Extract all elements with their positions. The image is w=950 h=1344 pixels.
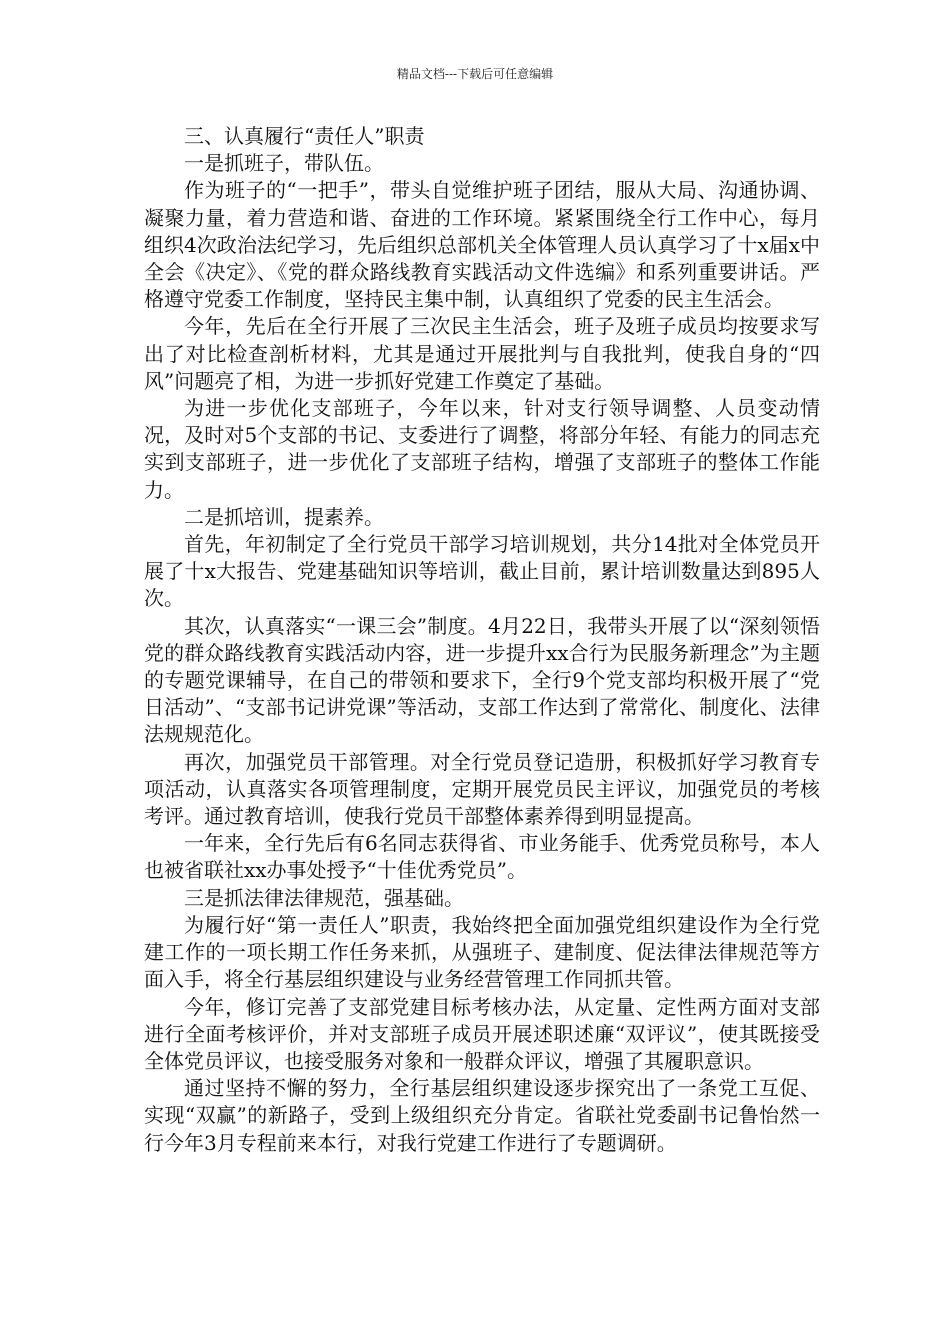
paragraph-5: 其次，认真落实“一课三会”制度。4月22日，我带头开展了以“深刻领悟党的群众路线教育实践活动内容，进一步提升xx合行为民服务新理念”为主题的专题党课辅导，在自己的带领和要求下，全行9个党支部均积极开展了“党日活动”、“支部书记讲党课”等活动，支部工作达到了常常化、制度化、法律法规规范化。 (144, 613, 820, 747)
page-header: 精品文档---下载后可任意编辑 (396, 67, 554, 81)
paragraph-9: 今年，修订完善了支部党建目标考核办法，从定量、定性两方面对支部进行全面考核评价，并对支部班子成员开展述职述廉“双评议”，使其既接受全体党员评议，也接受服务对象和一般群众评议，增强了其履职意识。 (144, 994, 820, 1073)
paragraph-2: 今年，先后在全行开展了三次民主生活会，班子及班子成员均按要求写出了对比检查剖析材料，尤其是通过开展批判与自我批判，使我自身的“四风”问题亮了相，为进一步抓好党建工作奠定了基础。 (144, 314, 820, 393)
subsection-title-3: 三是抓法律法律规范，强基础。 (184, 885, 464, 910)
paragraph-10: 通过坚持不懈的努力，全行基层组织建设逐步探究出了一条党工互促、实现“双赢”的新路子，受到上级组织充分肯定。省联社党委副书记鲁怡然一行今年3月专程前来本行，对我行党建工作进行了专题调研。 (144, 1076, 820, 1155)
paragraph-1: 作为班子的“一把手”，带头自觉维护班子团结，服从大局、沟通协调、凝聚力量，着力营造和谐、奋进的工作环境。紧紧围绕全行工作中心，每月组织4次政治法纪学习，先后组织总部机关全体管理人员认真学习了十x届x中全会《决定》、《党的群众路线教育实践活动文件选编》和系列重要讲话。严格遵守党委工作制度，坚持民主集中制，认真组织了党委的民主生活会。 (144, 178, 820, 312)
paragraph-7: 一年来，全行先后有6名同志获得省、市业务能手、优秀党员称号，本人也被省联社xx办事处授予“十佳优秀党员”。 (144, 831, 820, 883)
paragraph-4: 首先，年初制定了全行党员干部学习培训规划，共分14批对全体党员开展了十x大报告、党建基础知识等培训，截止目前，累计培训数量达到895人次。 (144, 532, 820, 611)
subsection-title-2: 二是抓培训，提素养。 (184, 504, 384, 529)
paragraph-8: 为履行好“第一责任人”职责，我始终把全面加强党组织建设作为全行党建工作的一项长期工作任务来抓，从强班子、建制度、促法律法律规范等方面入手，将全行基层组织建设与业务经营管理工作同抓共管。 (144, 912, 820, 992)
section-title: 三、认真履行“责任人”职责 (184, 124, 425, 148)
document-body (144, 123, 820, 1157)
subsection-title-1: 一是抓班子，带队伍。 (184, 151, 384, 176)
paragraph-3: 为进一步优化支部班子，今年以来，针对支行领导调整、人员变动情况，及时对5个支部的书记、支委进行了调整，将部分年轻、有能力的同志充实到支部班子，进一步优化了支部班子结构，增强了支部班子的整体工作能力。 (144, 396, 820, 502)
paragraph-6: 再次，加强党员干部管理。对全行党员登记造册，积极抓好学习教育专项活动，认真落实各项管理制度，定期开展党员民主评议，加强党员的考核考评。通过教育培训，使我行党员干部整体素养得到明显提高。 (144, 749, 820, 829)
